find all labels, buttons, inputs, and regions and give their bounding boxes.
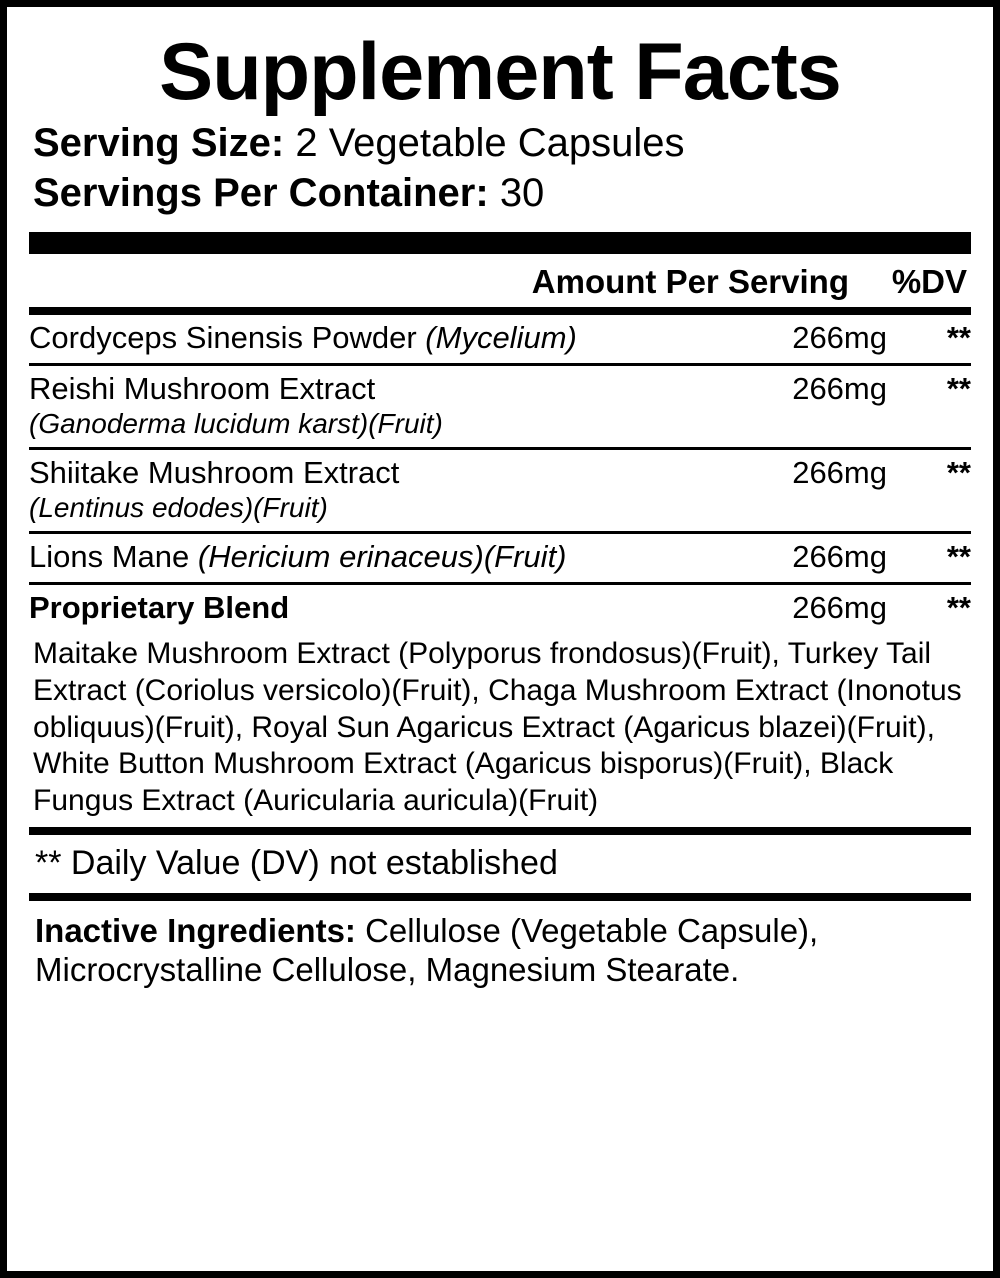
servings-per-container-value: 30 — [499, 171, 545, 216]
blend-dv: ** — [946, 589, 971, 625]
nutrient-name: Cordyceps Sinensis Powder — [29, 320, 426, 356]
divider-thick-top — [29, 232, 971, 254]
nutrient-name: Shiitake Mushroom Extract — [29, 455, 400, 490]
divider-medium-bottom — [29, 827, 971, 835]
column-header-amount: Amount Per Serving — [531, 263, 849, 301]
table-row — [29, 532, 971, 583]
nutrient-amount: 266mg — [715, 449, 887, 533]
serving-size-label: Serving Size: — [33, 121, 285, 166]
nutrient-latin: (Hericium erinaceus)(Fruit) — [197, 538, 567, 574]
nutrient-amount: 266mg — [715, 532, 887, 583]
nutrient-amount: 266mg — [715, 365, 887, 449]
nutrient-dv: ** — [887, 315, 971, 364]
nutrient-name: Lions Mane — [29, 538, 198, 574]
nutrient-latin: (Lentinus edodes)(Fruit) — [29, 491, 328, 523]
table-header-row — [29, 254, 971, 307]
servings-per-container-label: Servings Per Container: — [33, 171, 489, 216]
column-header-dv: %DV — [891, 263, 967, 301]
divider-medium-inactive — [29, 893, 971, 901]
inactive-ingredients-label: Inactive Ingredients: — [35, 911, 356, 949]
page-title: Supplement Facts — [159, 27, 841, 117]
nutrient-dv: ** — [887, 449, 971, 533]
blend-name: Proprietary Blend — [29, 589, 290, 625]
nutrient-table — [29, 315, 971, 632]
nutrient-name-cell — [29, 315, 715, 364]
nutrient-latin: (Ganoderma lucidum karst)(Fruit) — [29, 407, 443, 439]
nutrient-dv: ** — [887, 532, 971, 583]
daily-value-note: ** Daily Value (DV) not established — [35, 844, 558, 883]
serving-size-line — [33, 118, 971, 168]
nutrient-name-cell — [29, 532, 715, 583]
blend-amount: 266mg — [792, 589, 887, 625]
nutrient-dv: ** — [887, 365, 971, 449]
blend-ingredients: Maitake Mushroom Extract (Polyporus frondosus)(Fruit), Turkey Tail Extract (Coriolus versicolo)(Fruit), Chaga Mushroom Extract (Inonotus obliquus)(Fruit), Royal Sun Agaricus Extract (Agaricus blazei)(Fruit), White Button Mushroom Extract (Agaricus bisporus)(Fruit), Black Fungus Extract (Auricularia auricula)(Fruit) — [33, 637, 962, 817]
inactive-ingredients-value: Cellulose (Vegetable Capsule), Microcrystalline Cellulose, Magnesium Stearate. — [35, 911, 819, 989]
divider-medium — [29, 307, 971, 315]
nutrient-amount: 266mg — [715, 315, 887, 364]
table-row — [29, 315, 971, 364]
table-row — [29, 365, 971, 449]
nutrient-name: Reishi Mushroom Extract — [29, 371, 376, 407]
servings-per-container-line — [33, 168, 971, 218]
table-row — [29, 449, 971, 533]
nutrient-name-cell — [29, 449, 715, 533]
table-row-blend — [29, 583, 971, 632]
inactive-ingredients — [29, 901, 971, 990]
serving-size-value: 2 Vegetable Capsules — [295, 121, 685, 166]
nutrient-latin: (Mycelium) — [425, 320, 577, 356]
nutrient-name-cell — [29, 365, 715, 449]
